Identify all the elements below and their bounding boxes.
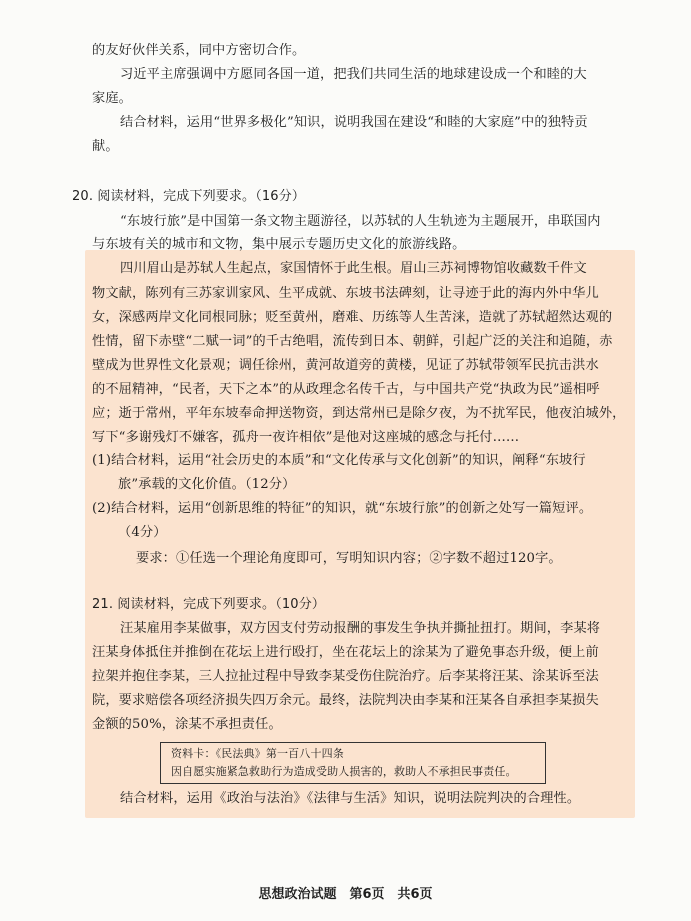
- top-text-line-2: 习近平主席强调中方愿同各国一道，把我们共同生活的地球建设成一个和睦的大: [120, 67, 587, 82]
- resource-card-title: 资料卡：《民法典》第一百八十四条: [171, 747, 344, 760]
- q20-sub2-line-2: （4分）: [118, 525, 167, 540]
- q21-material-line: 金额的50%，涂某不承担责任。: [92, 717, 282, 732]
- question-20-title: 20. 阅读材料，完成下列要求。（16分）: [72, 189, 305, 204]
- q20-sub1-line-2: 旅”承载的文化价值。（12分）: [118, 477, 296, 492]
- q20-requirement: 要求：①任选一个理论角度即可，写明知识内容；②字数不超过120字。: [136, 551, 562, 566]
- q20-material-line: 女，深感两岸文化同根同脉；贬至黄州，磨难、历练等人生苦涞，造就了苏轼超然达观的: [92, 310, 613, 325]
- q20-material-line: 与东坡有关的城市和文物，集中展示专题历史文化的旅游线路。: [92, 237, 466, 252]
- q21-question: 结合材料，运用《政治与法治》《法律与生活》知识，说明法院判决的合理性。: [120, 791, 581, 806]
- q20-material-line: “东坡行旅”是中国第一条文物主题游径，以苏轼的人生轨迹为主题展开，串联国内: [120, 214, 601, 229]
- page-footer: 思想政治试题 第6页 共6页: [258, 887, 433, 902]
- q20-material-line: 壁成为世界性文化景观；调任徐州，黄河故道旁的黄楼，见证了苏轼带领军民抗击洪水: [92, 358, 599, 373]
- q20-sub1-line-1: (1)结合材料，运用“社会历史的本质”和“文化传承与文化创新”的知识，阐释“东坡行: [92, 453, 586, 468]
- top-text-line-3: 家庭。: [92, 91, 133, 106]
- resource-card-body: 因自愿实施紧急救助行为造成受助人损害的，救助人不承担民事责任。: [171, 765, 517, 778]
- top-text-line-4: 结合材料，运用“世界多极化”知识，说明我国在建设“和睦的大家庭”中的独特贡: [120, 115, 588, 130]
- question-21-title: 21. 阅读材料，完成下列要求。（10分）: [92, 597, 325, 612]
- top-text-line-5: 献。: [92, 139, 119, 154]
- q21-material-line: 汪某雇用李某做事，双方因支付劳动报酬的事发生争执并撕扯扭打。期间，李某将: [120, 621, 601, 636]
- q20-material-line: 性情，留下赤壁“二赋一词”的千古绝唱，流传到日本、朝鲜，引起广泛的关注和追随，赤: [92, 334, 613, 349]
- q21-material-line: 汪某身体抵住并推倒在花坛上进行殴打，坐在花坛上的涂某为了避免事态升级，便上前: [92, 645, 599, 660]
- q20-material-line: 写下“多谢残灯不嫌客，孤舟一夜许相依”是他对这座城的感念与托付……: [92, 430, 520, 445]
- q21-material-line: 拉架并抱住李某，三人拉扯过程中导致李某受伤住院治疗。后李某将汪某、涂某诉至法: [92, 669, 599, 684]
- q20-material-line: 四川眉山是苏轼人生起点，家国情怀于此生根。眉山三苏祠博物馆收藏数千件文: [120, 261, 587, 276]
- top-text-line-1: 的友好伙伴关系，同中方密切合作。: [92, 43, 306, 58]
- q20-material-line: 物文献，陈列有三苏家训家风、生平成就、东坡书法碑刻，让寻迹于此的海内外中华儿: [92, 286, 599, 301]
- q21-material-line: 院，要求赔偿各项经济损失四万余元。最终，法院判决由李某和汪某各自承担李某损失: [92, 693, 599, 708]
- q20-sub2-line-1: (2)结合材料，运用“创新思维的特征”的知识，就“东坡行旅”的创新之处写一篇短评。: [92, 501, 593, 516]
- q20-material-line: 的不屈精神，“民者，天下之本”的从政理念名传千古，与中国共产党“执政为民”遥相呼: [92, 382, 600, 397]
- q20-material-line: 应；逝于常州，平年东坡奉命押送物资，到达常州已是除夕夜，为不扰军民，他夜泊城外，: [92, 406, 626, 421]
- resource-card: [160, 742, 546, 784]
